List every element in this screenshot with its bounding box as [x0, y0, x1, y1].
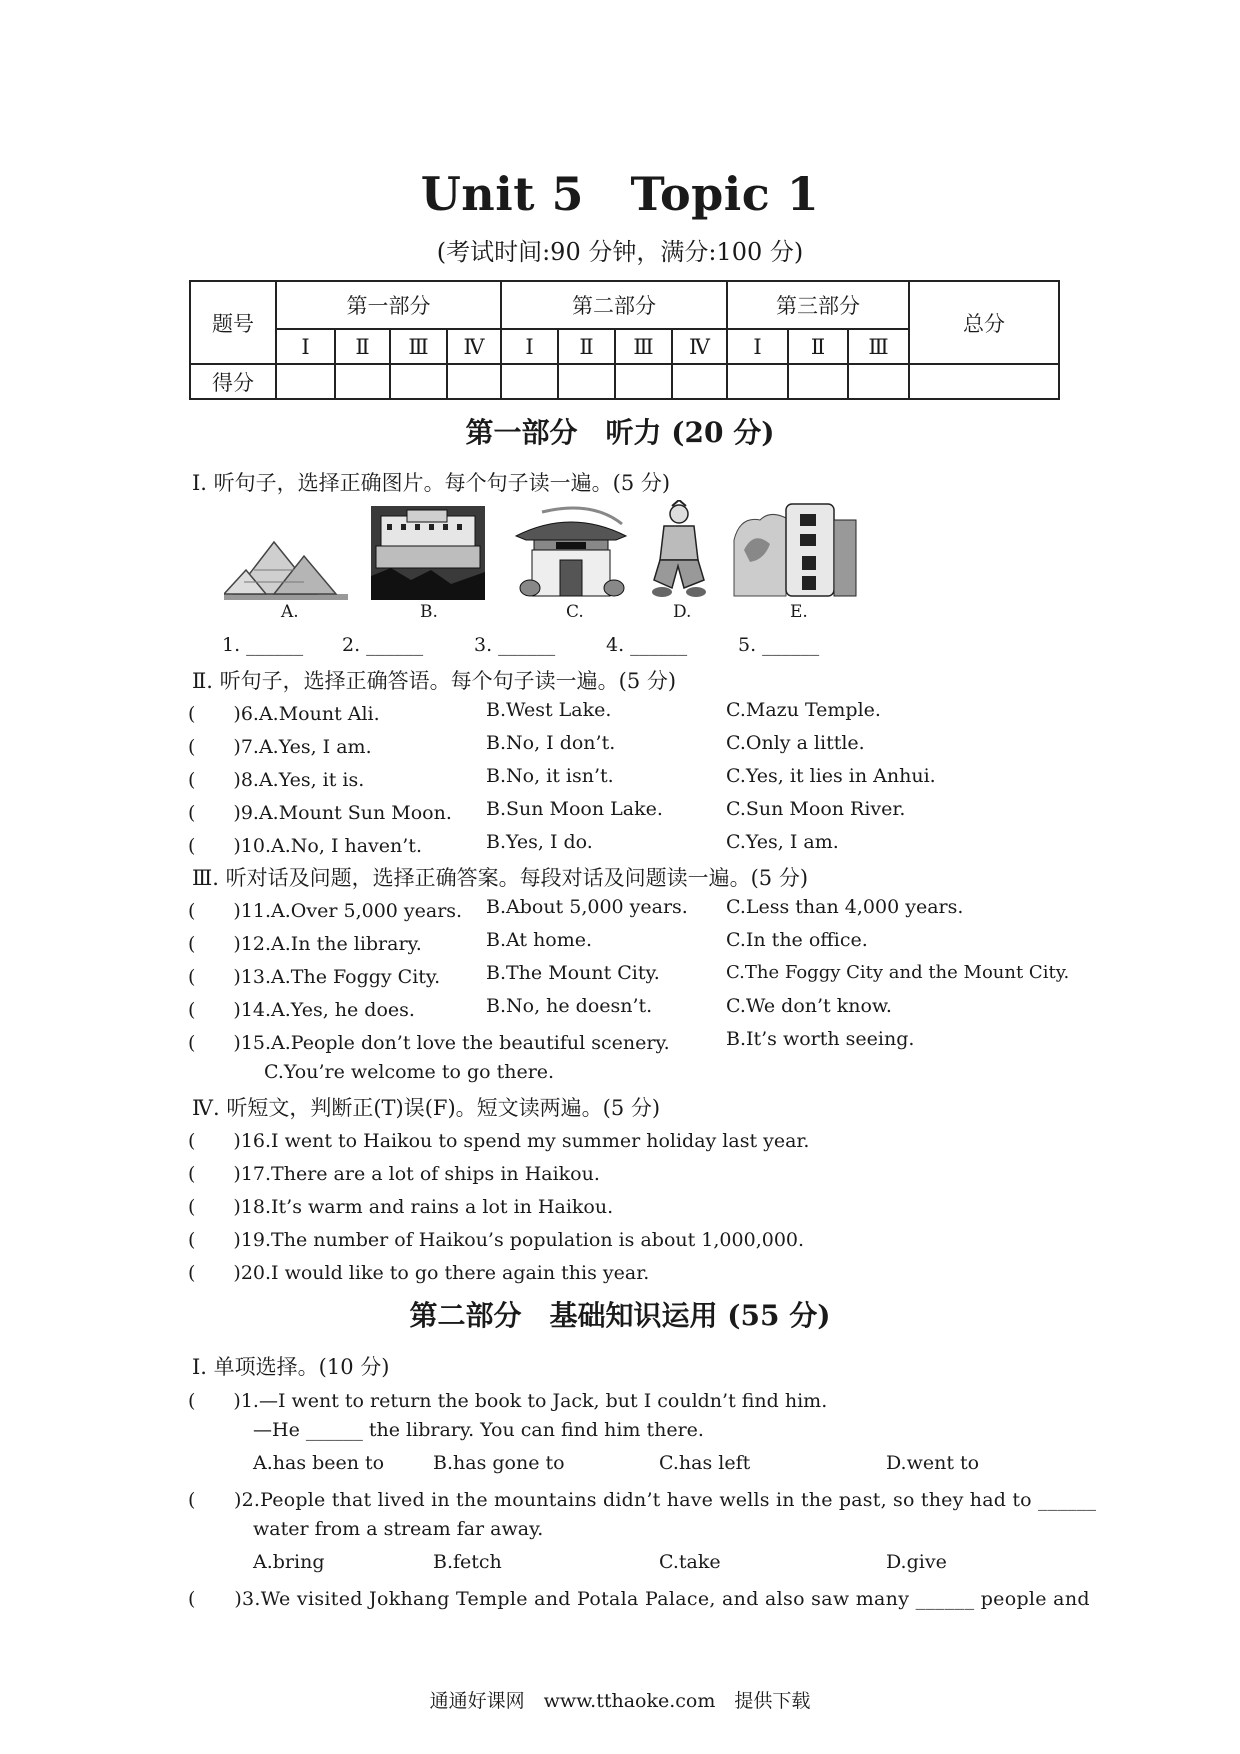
mc2-option-d: D.give — [886, 1551, 947, 1573]
option-12c: C.In the office. — [726, 929, 868, 951]
col-p3-1: Ⅰ — [727, 329, 788, 364]
col-p2-3: Ⅲ — [615, 329, 672, 364]
question-17: ( )17.There are a lot of ships in Haikou. — [188, 1163, 600, 1185]
mc-question-1: ( )1.—I went to return the book to Jack, but I couldn’t find him. — [188, 1390, 828, 1412]
part1-sec1-heading: Ⅰ. 听句子，选择正确图片。每个句子读一遍。(5 分) — [192, 471, 671, 495]
col-p2-4: Ⅳ — [672, 329, 727, 364]
option-10b: B.Yes, I do. — [486, 831, 593, 853]
option-7c: C.Only a little. — [726, 732, 865, 754]
temple-gate-picture — [512, 502, 630, 598]
part1-heading: 第一部分 听力 (20 分) — [465, 416, 775, 449]
score-cell — [276, 364, 335, 399]
option-15c: C.You’re welcome to go there. — [264, 1061, 555, 1083]
answer-blank-1[interactable]: 1. ______ — [222, 634, 304, 656]
answer-blank-2[interactable]: 2. ______ — [342, 634, 424, 656]
group-total: 总分 — [909, 281, 1059, 364]
pyramids-picture — [224, 530, 348, 602]
mc-question-1-line2: —He ______ the library. You can find him there. — [253, 1419, 704, 1441]
option-9c: C.Sun Moon River. — [726, 798, 906, 820]
part1-sec4-heading: Ⅳ. 听短文，判断正(T)误(F)。短文读两遍。(5 分) — [192, 1096, 661, 1120]
question-10: ( )10.A.No, I haven’t. — [188, 835, 422, 857]
option-6c: C.Mazu Temple. — [726, 699, 881, 721]
score-cell — [558, 364, 615, 399]
terracotta-warrior-picture — [648, 500, 710, 600]
mc2-option-c: C.take — [659, 1551, 721, 1573]
col-p2-1: Ⅰ — [501, 329, 558, 364]
col-p3-3: Ⅲ — [848, 329, 909, 364]
option-9b: B.Sun Moon Lake. — [486, 798, 663, 820]
col-p2-2: Ⅱ — [558, 329, 615, 364]
mc1-option-d: D.went to — [886, 1452, 980, 1474]
col-p1-2: Ⅱ — [335, 329, 390, 364]
picture-caption-a: A. — [281, 602, 299, 622]
huangshan-rock-picture — [730, 500, 860, 600]
question-7: ( )7.A.Yes, I am. — [188, 736, 372, 758]
row-label-score: 得分 — [190, 364, 276, 399]
score-cell — [615, 364, 672, 399]
group-part1: 第一部分 — [276, 281, 501, 329]
option-13c: C.The Foggy City and the Mount City. — [726, 962, 1070, 983]
question-9: ( )9.A.Mount Sun Moon. — [188, 802, 452, 824]
mc1-option-b: B.has gone to — [433, 1452, 565, 1474]
question-18: ( )18.It’s warm and rains a lot in Haikou. — [188, 1196, 614, 1218]
question-16: ( )16.I went to Haikou to spend my summer holiday last year. — [188, 1130, 810, 1152]
question-8: ( )8.A.Yes, it is. — [188, 769, 365, 791]
option-14c: C.We don’t know. — [726, 995, 892, 1017]
score-cell — [390, 364, 447, 399]
score-cell — [909, 364, 1059, 399]
score-cell — [672, 364, 727, 399]
score-cell — [501, 364, 558, 399]
part2-heading: 第二部分 基础知识运用 (55 分) — [409, 1299, 831, 1332]
question-12: ( )12.A.In the library. — [188, 933, 422, 955]
option-8b: B.No, it isn’t. — [486, 765, 614, 787]
option-13b: B.The Mount City. — [486, 962, 660, 984]
question-14: ( )14.A.Yes, he does. — [188, 999, 415, 1021]
col-p1-4: Ⅳ — [447, 329, 501, 364]
question-20: ( )20.I would like to go there again this year. — [188, 1262, 650, 1284]
score-cell — [447, 364, 501, 399]
option-15b: B.It’s worth seeing. — [726, 1028, 915, 1050]
part1-sec3-heading: Ⅲ. 听对话及问题，选择正确答案。每段对话及问题读一遍。(5 分) — [192, 866, 809, 890]
answer-blank-4[interactable]: 4. ______ — [606, 634, 688, 656]
mc1-option-c: C.has left — [659, 1452, 751, 1474]
page-title: Unit 5 Topic 1 — [420, 167, 820, 221]
mc2-option-a: A.bring — [253, 1551, 325, 1573]
picture-caption-c: C. — [566, 602, 584, 622]
option-6b: B.West Lake. — [486, 699, 612, 721]
col-p3-2: Ⅱ — [788, 329, 848, 364]
option-11c: C.Less than 4,000 years. — [726, 896, 964, 918]
picture-caption-e: E. — [790, 602, 808, 622]
part2-sec1-heading: Ⅰ. 单项选择。(10 分) — [192, 1355, 390, 1379]
option-7b: B.No, I don’t. — [486, 732, 616, 754]
group-part2: 第二部分 — [501, 281, 727, 329]
answer-blank-5[interactable]: 5. ______ — [738, 634, 820, 656]
score-table — [189, 280, 1060, 400]
exam-info: (考试时间:90 分钟，满分:100 分) — [436, 238, 804, 266]
col-p1-3: Ⅲ — [390, 329, 447, 364]
part1-sec2-heading: Ⅱ. 听句子，选择正确答语。每个句子读一遍。(5 分) — [192, 669, 677, 693]
score-cell — [335, 364, 390, 399]
score-cell — [848, 364, 909, 399]
option-12b: B.At home. — [486, 929, 593, 951]
score-cell — [788, 364, 848, 399]
score-cell — [727, 364, 788, 399]
answer-blank-3[interactable]: 3. ______ — [474, 634, 556, 656]
picture-caption-b: B. — [420, 602, 438, 622]
question-6: ( )6.A.Mount Ali. — [188, 703, 380, 725]
question-19: ( )19.The number of Haikou’s population is about 1,000,000. — [188, 1229, 805, 1251]
option-14b: B.No, he doesn’t. — [486, 995, 653, 1017]
option-10c: C.Yes, I am. — [726, 831, 839, 853]
option-11b: B.About 5,000 years. — [486, 896, 688, 918]
mc-question-2-line2: water from a stream far away. — [253, 1518, 544, 1540]
question-11: ( )11.A.Over 5,000 years. — [188, 900, 463, 922]
mc2-option-b: B.fetch — [433, 1551, 502, 1573]
option-8c: C.Yes, it lies in Anhui. — [726, 765, 936, 787]
footer-source: 通通好课网 www.tthaoke.com 提供下载 — [429, 1690, 811, 1712]
mc-question-2: ( )2.People that lived in the mountains didn’t have wells in the past, so they had to ______ — [188, 1489, 1097, 1511]
question-13: ( )13.A.The Foggy City. — [188, 966, 441, 988]
potala-palace-picture — [371, 506, 485, 600]
group-part3: 第三部分 — [727, 281, 909, 329]
row-label-number: 题号 — [190, 281, 276, 364]
mc-question-3: ( )3.We visited Jokhang Temple and Potala Palace, and also saw many ______ people and — [188, 1588, 1090, 1610]
picture-caption-d: D. — [673, 602, 692, 622]
mc1-option-a: A.has been to — [253, 1452, 385, 1474]
col-p1-1: Ⅰ — [276, 329, 335, 364]
question-15: ( )15.A.People don’t love the beautiful scenery. — [188, 1032, 670, 1054]
